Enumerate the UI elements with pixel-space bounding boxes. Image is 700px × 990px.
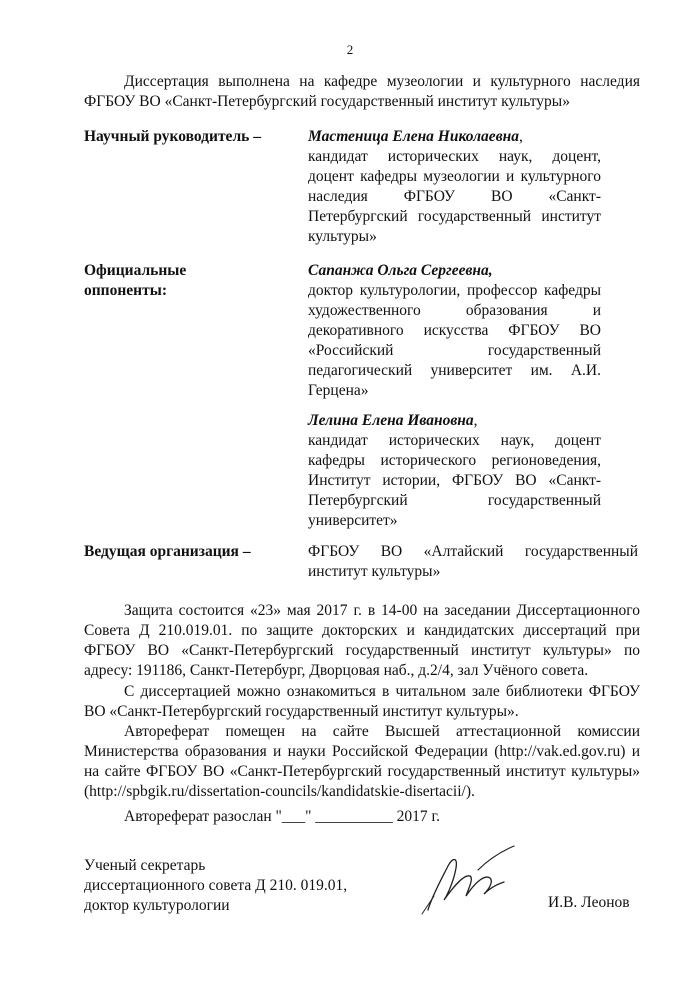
opponents-label: Официальные оппоненты: bbox=[84, 262, 187, 299]
defense-paragraph: Защита состоится «23» мая 2017 г. в 14-00 на заседании Диссертационного Совета Д 210.019.01. по защите докторских и кандидатских диссертаций при ФГБОУ ВО «Санкт-Петербургский государственный институт культуры» по адресу: 191186, Санкт-Петербург, Дворцовая наб., д.2/4, зал Учёного совета. bbox=[84, 602, 640, 679]
library-paragraph: С диссертацией можно ознакомиться в читальном зале библиотеки ФГБОУ ВО «Санкт-Петербургский государственный институт культуры». bbox=[84, 683, 640, 720]
opponent-2-details: кандидат исторических наук, доцент кафедры исторического регионоведения, Институт истории, ФГБОУ ВО «Санкт-Петербургский государственный университет» bbox=[308, 432, 601, 529]
opponent-1-block bbox=[308, 261, 601, 401]
mailed-date: Автореферат разослан "___" __________ 2017 г. bbox=[124, 808, 441, 825]
opponent-1-details: доктор культурологии, профессор кафедры художественного образования и декоративного искусства ФГБОУ ВО «Российский государственный педагогический университет им. А.И. Герцена» bbox=[308, 282, 601, 399]
leading-org-label: Ведущая организация – bbox=[84, 543, 251, 560]
opponent-1-name: Сапанжа Ольга Сергеевна, bbox=[308, 262, 493, 279]
leading-org-text: ФГБОУ ВО «Алтайский государственный институт культуры» bbox=[308, 543, 638, 580]
intro-paragraph: Диссертация выполнена на кафедре музеологии и культурного наследия ФГБОУ ВО «Санкт-Петербургский государственный институт культуры» bbox=[84, 73, 640, 110]
supervisor-label: Научный руководитель – bbox=[84, 128, 261, 145]
secretary-block bbox=[84, 856, 347, 916]
secretary-council: диссертационного совета Д 210. 019.01, bbox=[84, 877, 348, 894]
secretary-degree: доктор культурологии bbox=[84, 897, 230, 914]
page-number: 2 bbox=[346, 42, 354, 57]
opponent-2-name: Лелина Елена Ивановна bbox=[308, 412, 474, 429]
website-paragraph: Автореферат помещен на сайте Высшей аттестационной комиссии Министерства образования и науки Российской Федерации (http://vak.ed.gov.ru) и на сайте ФГБОУ ВО «Санкт-Петербургский государственный институт культуры» (http://spbgik.ru/dissertation-councils/kandidatskie-disertacii/). bbox=[84, 723, 640, 800]
supervisor-name-comma: , bbox=[518, 128, 523, 145]
supervisor-details: кандидат исторических наук, доцент, доцент кафедры музеологии и культурного наследия ФГБОУ ВО «Санкт-Петербургский государственный институт культуры» bbox=[308, 148, 601, 245]
handwritten-signature bbox=[418, 838, 528, 918]
supervisor-block bbox=[308, 127, 601, 247]
secretary-title: Ученый секретарь bbox=[84, 857, 206, 874]
supervisor-name: Мастеница Елена Николаевна bbox=[308, 128, 519, 145]
opponent-2-name-suffix: , bbox=[473, 412, 478, 429]
secretary-name: И.В. Леонов bbox=[548, 894, 630, 911]
opponent-2-block bbox=[308, 411, 601, 531]
